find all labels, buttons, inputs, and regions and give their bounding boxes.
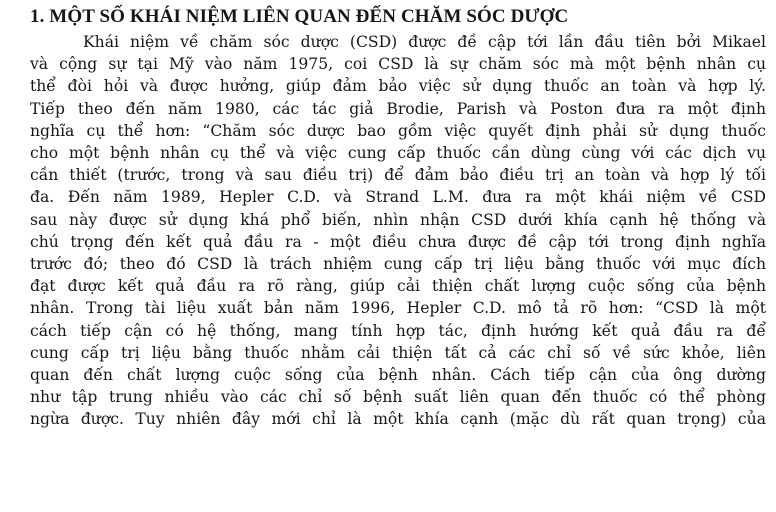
paragraph-line: và cộng sự tại Mỹ vào năm 1975, coi CSD là sự chăm sóc mà một bệnh nhân cụ <box>30 55 766 74</box>
paragraph-line: cho một bệnh nhân cụ thể và việc cung cấp thuốc cần dùng cùng với các dịch vụ <box>30 144 766 163</box>
paragraph-line: cần thiết (trước, trong và sau điều trị) để đảm bảo điều trị an toàn và hợp lý tối <box>30 166 766 185</box>
paragraph-line: Khái niệm về chăm sóc dược (CSD) được đề cập tới lần đầu tiên bởi Mikael <box>83 33 766 51</box>
paragraph-line: sau này được sử dụng khá phổ biến, nhìn nhận CSD dưới khía cạnh hệ thống và <box>30 210 766 229</box>
paragraph-line: quan đến chất lượng cuộc sống của bệnh nhân. Cách tiếp cận của ông dường <box>30 366 766 385</box>
section-heading: 1. MỘT SỐ KHÁI NIỆM LIÊN QUAN ĐẾN CHĂM SÓC DƯỢC <box>30 6 569 27</box>
paragraph-line: nhân. Trong tài liệu xuất bản năm 1996, Hepler C.D. mô tả rõ hơn: “CSD là một <box>30 299 766 318</box>
paragraph-line: ngừa được. Tuy nhiên đây mới chỉ là một khía cạnh (mặc dù rất quan trọng) của <box>30 410 766 429</box>
paragraph-line: cung cấp trị liệu bằng thuốc nhằm cải thiện tất cả các chỉ số về sức khỏe, liên <box>30 343 766 362</box>
paragraph-line: đạt được kết quả đầu ra rõ ràng, giúp cải thiện chất lượng cuộc sống của bệnh <box>30 277 766 296</box>
paragraph-line: cách tiếp cận có hệ thống, mang tính hợp tác, định hướng kết quả đầu ra để <box>30 321 766 340</box>
paragraph-line: trước đó; theo đó CSD là trách nhiệm cung cấp trị liệu bằng thuốc với mục đích <box>30 255 766 274</box>
paragraph-line: đa. Đến năm 1989, Hepler C.D. và Strand L.M. đưa ra một khái niệm về CSD <box>30 188 766 207</box>
paragraph-line: như tập trung nhiều vào các chỉ số bệnh suất liên quan đến thuốc có thể phòng <box>30 388 766 407</box>
paragraph-line: nghĩa cụ thể hơn: “Chăm sóc dược bao gồm việc quyết định phải sử dụng thuốc <box>30 121 766 140</box>
paragraph-line: thể đòi hỏi và được hưởng, giúp đảm bảo việc sử dụng thuốc an toàn và hợp lý. <box>30 77 766 96</box>
paragraph-line: chú trọng đến kết quả đầu ra - một điều chưa được đề cập tới trong định nghĩa <box>30 232 766 251</box>
body-paragraph <box>30 31 766 431</box>
paragraph-line: Tiếp theo đến năm 1980, các tác giả Brodie, Parish và Poston đưa ra một định <box>30 99 766 118</box>
